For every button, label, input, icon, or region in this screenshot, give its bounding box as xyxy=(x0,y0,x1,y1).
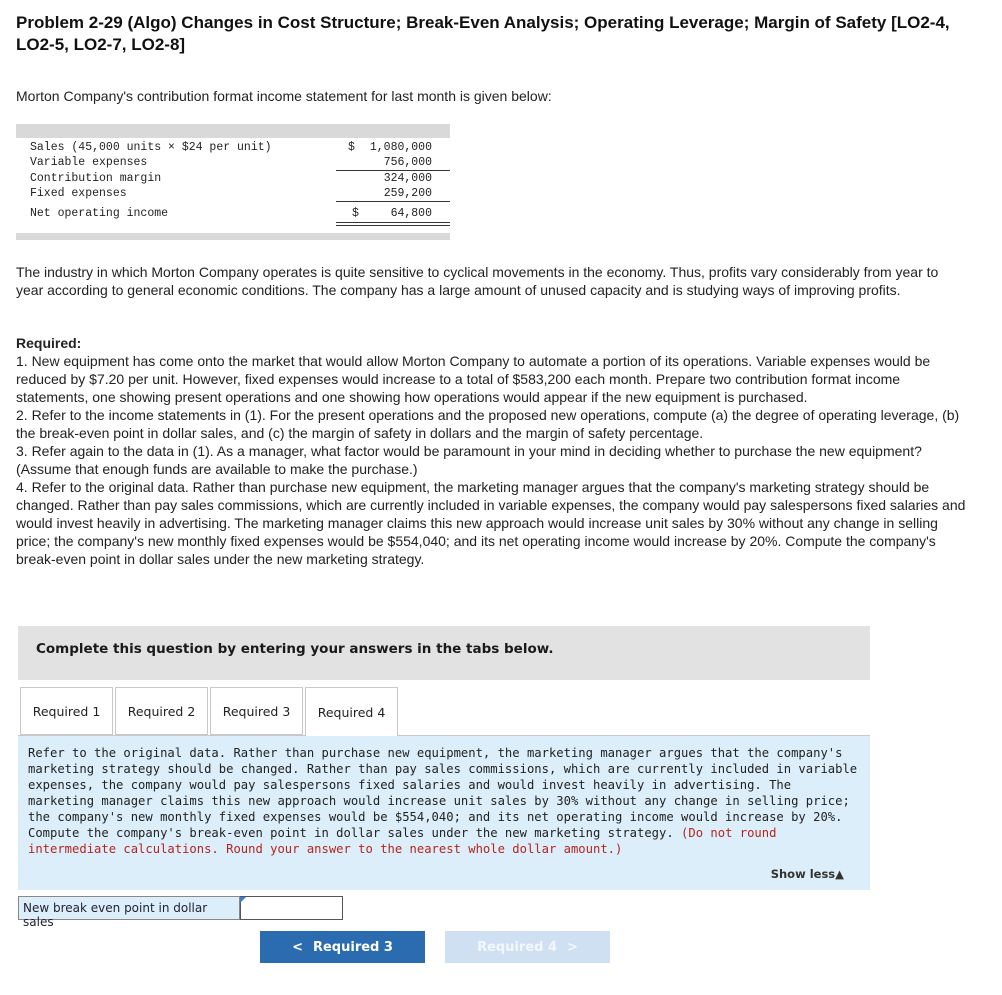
statement-label: Variable expenses xyxy=(30,156,148,169)
next-required-4-button[interactable] xyxy=(445,931,610,963)
problem-title: Problem 2-29 (Algo) Changes in Cost Structure; Break-Even Analysis; Operating Leverage; Margin of Safety [LO2-4, LO2-5, LO2-7, LO2-8] xyxy=(16,13,950,54)
chevron-left-icon: < xyxy=(292,939,303,955)
chevron-right-icon: > xyxy=(567,939,578,955)
required-item-4: 4. Refer to the original data. Rather than purchase new equipment, the marketing manager argues that the company's marketing strategy should be changed. Rather than pay sales commissions, which are currently included in variable expenses, the company would pay salespersons fixed salaries and would invest heavily in advertising. The marketing manager claims this new approach would increase unit sales by 30% without any change in selling price; the company's new monthly fixed expenses would be $554,040; and its net operating income would increase by 20%. Compute the company's break-even point in dollar sales under the new marketing strategy. xyxy=(16,479,966,567)
statement-footer-bar xyxy=(16,233,450,240)
statement-double-underline xyxy=(336,222,450,223)
tab-required-1[interactable]: Required 1 xyxy=(20,687,113,735)
industry-text: The industry in which Morton Company operates is quite sensitive to cyclical movements in the economy. Thus, profits vary considerably from year to year according to general economic conditions. The company has a large amount of unused capacity and is studying ways of improving profits. xyxy=(16,264,939,298)
statement-currency: $ xyxy=(348,141,355,154)
statement-double-underline xyxy=(336,225,450,226)
statement-header-bar xyxy=(16,124,450,138)
statement-label: Sales (45,000 units × $24 per unit) xyxy=(30,141,272,154)
statement-amount: 324,000 xyxy=(383,172,432,185)
required-item-1: 1. New equipment has come onto the market that would allow Morton Company to automate a portion of its operations. Variable expenses would be reduced by $7.20 per unit. However, fixed expenses would increase to a total of $583,200 each month. Prepare two contribution format income statements, one showing present operations and one showing how operations would appear if the new equipment is purchased. xyxy=(16,353,931,405)
required-section xyxy=(16,334,966,568)
required-item-2: 2. Refer to the income statements in (1). For the present operations and the proposed new operations, compute (a) the degree of operating leverage, (b) the break-even point in dollar sales, and (c) the margin of safety in dollars and the margin of safety percentage. xyxy=(16,407,960,441)
answer-label: New break even point in dollar sales xyxy=(18,896,240,920)
triangle-up-icon: ▲ xyxy=(835,867,844,881)
income-statement xyxy=(16,124,450,240)
statement-label: Fixed expenses xyxy=(30,187,127,200)
statement-label: Contribution margin xyxy=(30,172,162,185)
prev-required-3-button[interactable] xyxy=(260,931,425,963)
show-less-label: Show less xyxy=(770,867,836,881)
tab-required-4[interactable]: Required 4 xyxy=(305,687,398,736)
statement-label: Net operating income xyxy=(30,207,169,220)
break-even-dollar-sales-input[interactable] xyxy=(240,896,343,920)
rounding-note: (Do not round intermediate calculations. Round your answer to the nearest whole dollar amount.) xyxy=(28,826,777,856)
input-flag-icon xyxy=(240,897,246,903)
statement-currency: $ xyxy=(352,207,359,220)
prev-button-label: Required 3 xyxy=(312,939,393,955)
panel-instructions xyxy=(28,745,863,857)
statement-row-net-income xyxy=(30,207,450,223)
statement-amount: 756,000 xyxy=(383,156,432,169)
statement-amount: 1,080,000 xyxy=(369,141,432,154)
instructions-banner xyxy=(18,626,870,680)
tab-panel-required-4 xyxy=(18,735,870,890)
required-heading: Required: xyxy=(16,335,82,351)
statement-underline xyxy=(336,201,450,202)
tab-required-3[interactable]: Required 3 xyxy=(210,687,303,735)
next-button-label: Required 4 xyxy=(477,939,558,955)
statement-amount: 259,200 xyxy=(383,187,432,200)
required-item-3: 3. Refer again to the data in (1). As a manager, what factor would be paramount in your mind in deciding whether to purchase the new equipment? (Assume that enough funds are available to make the purchase.) xyxy=(16,443,922,477)
show-less-link[interactable] xyxy=(771,867,844,881)
statement-underline xyxy=(336,170,450,171)
instructions-text: Complete this question by entering your answers in the tabs below. xyxy=(36,641,554,657)
tab-required-2[interactable]: Required 2 xyxy=(115,687,208,735)
statement-row-sales xyxy=(30,141,450,157)
panel-question-text: Refer to the original data. Rather than purchase new equipment, the marketing manager argues that the company's marketing strategy should be changed. Rather than pay sales commissions, which are currently included in variable expenses, the company would pay salespersons fixed salaries and would invest heavily in advertising. The marketing manager claims this new approach would increase unit sales by 30% without any change in selling price; the company's new monthly fixed expenses would be $554,040; and its net operating income would increase by 20%. Compute the company's break-even point in dollar sales under the new marketing strategy. xyxy=(28,746,858,840)
statement-row-contribution xyxy=(30,172,450,188)
intro-text: Morton Company's contribution format income statement for last month is given below: xyxy=(16,88,552,104)
statement-amount: 64,800 xyxy=(390,207,432,220)
